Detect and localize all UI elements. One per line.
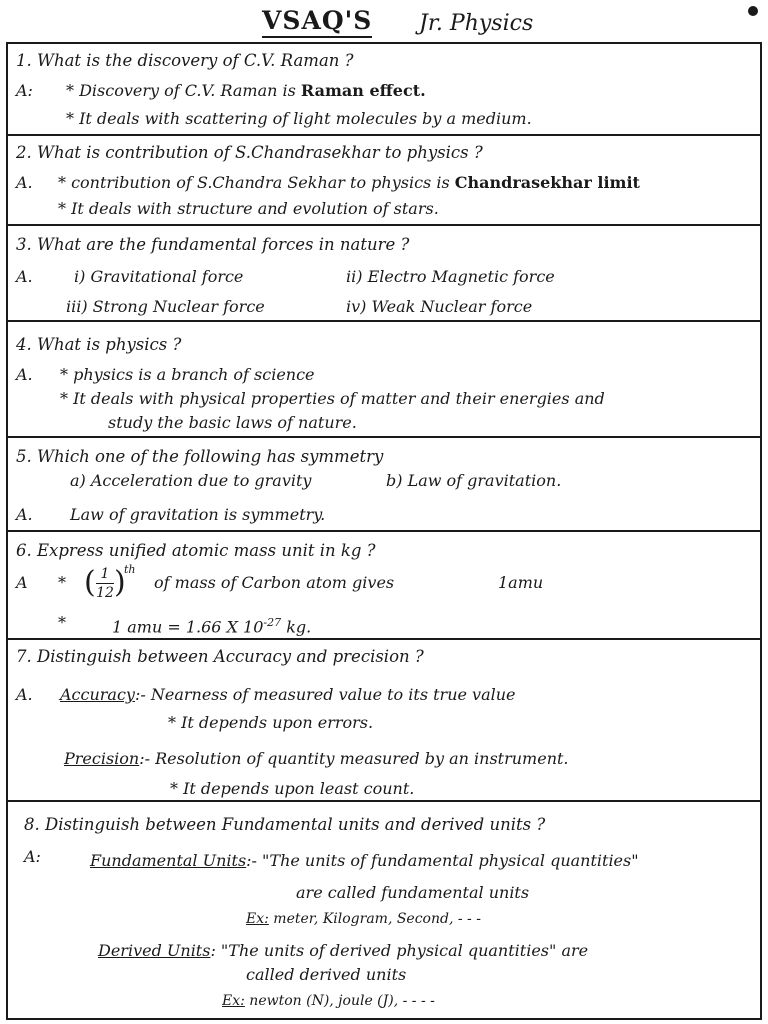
accuracy-definition (60, 684, 516, 706)
notes-page (4, 0, 764, 1024)
question-text: 5. Which one of the following has symmetry (16, 447, 384, 466)
precision-term: Precision (64, 749, 140, 768)
force-item-3: iii) Strong Nuclear force (66, 297, 265, 316)
question-text: 6. Express unified atomic mass unit in kg ? (16, 541, 376, 560)
example-text: meter, Kilogram, Second, - - - (273, 911, 481, 927)
question-block-6 (6, 530, 762, 640)
question-block-4 (6, 320, 762, 438)
example-label: Ex: (222, 993, 245, 1009)
derived-text-line-2: called derived units (246, 965, 407, 984)
fraction-one-twelfth: ( 1 12 ) th (84, 563, 136, 601)
option-b: b) Law of gravitation. (386, 471, 562, 490)
answer-marker: A. (16, 267, 33, 286)
accuracy-note: * It depends upon errors. (168, 713, 374, 732)
answer-unit: 1amu (498, 573, 544, 592)
question-block-2 (6, 134, 762, 226)
question-block-5 (6, 436, 762, 532)
answer-marker: A. (16, 685, 33, 704)
answer-marker: A: (16, 81, 33, 100)
example-text: newton (N), joule (J), - - - - (249, 993, 435, 1009)
question-block-3 (6, 224, 762, 322)
answer-highlight: Raman effect. (300, 81, 426, 100)
page-subtitle: Jr. Physics (419, 11, 534, 36)
accuracy-term: Accuracy (60, 685, 135, 704)
amu-equation (112, 612, 311, 638)
answer-marker: A: (24, 847, 41, 866)
answer-text: * Discovery of C.V. Raman is (66, 81, 296, 100)
fundamental-text-line-2: are called fundamental units (296, 883, 530, 902)
answer-text: of mass of Carbon atom gives (154, 573, 395, 592)
fraction-numerator: 1 (100, 566, 110, 582)
question-text: 1. What is the discovery of C.V. Raman ? (16, 51, 354, 70)
force-item-4: iv) Weak Nuclear force (346, 297, 533, 316)
page-title: VSAQ'S (262, 6, 372, 38)
precision-text: :- Resolution of quantity measured by an instrument. (139, 749, 569, 768)
answer-text: Law of gravitation is symmetry. (70, 505, 326, 524)
answer-line-2: * It deals with scattering of light molecules by a medium. (66, 109, 532, 128)
equation-lhs: 1 amu = 1.66 X 10 (112, 617, 264, 637)
answer-marker: A (16, 573, 28, 592)
answer-line-2: * It deals with physical properties of matter and their energies and (60, 389, 605, 408)
answer-bullet: * (58, 613, 66, 632)
equation-unit: kg. (286, 617, 312, 637)
answer-highlight: Chandrasekhar limit (454, 173, 640, 192)
question-text: 4. What is physics ? (16, 335, 182, 354)
force-item-1: i) Gravitational force (74, 267, 244, 286)
question-block-7 (6, 638, 762, 802)
fundamental-definition (90, 850, 639, 872)
force-item-2: ii) Electro Magnetic force (346, 267, 555, 286)
question-block-1 (6, 42, 762, 136)
derived-text: : "The units of derived physical quantities" are (210, 941, 589, 960)
answer-text: * contribution of S.Chandra Sekhar to physics is (58, 173, 450, 192)
question-text: 2. What is contribution of S.Chandrasekhar to physics ? (16, 143, 483, 162)
fundamental-example (246, 908, 481, 930)
fraction-exponent: th (124, 563, 136, 576)
question-text: 8. Distinguish between Fundamental units and derived units ? (24, 815, 546, 834)
example-label: Ex: (246, 911, 269, 927)
answer-line-2: * It deals with structure and evolution of stars. (58, 199, 439, 218)
answer-marker: A. (16, 505, 33, 524)
accuracy-text: :- Nearness of measured value to its true value (134, 685, 516, 704)
question-block-8 (6, 800, 762, 1020)
question-text: 3. What are the fundamental forces in nature ? (16, 235, 410, 254)
question-text: 7. Distinguish between Accuracy and precision ? (16, 647, 424, 666)
answer-line-1: * physics is a branch of science (60, 365, 315, 384)
fundamental-text: :- "The units of fundamental physical quantities" (246, 851, 639, 870)
answer-line-1 (58, 172, 640, 194)
answer-marker: A. (16, 173, 33, 192)
derived-definition (98, 940, 588, 962)
precision-definition (64, 748, 569, 770)
answer-marker: A. (16, 365, 33, 384)
fraction-denominator: 12 (96, 585, 114, 601)
derived-term: Derived Units (98, 941, 211, 960)
answer-bullet: * (58, 573, 66, 592)
corner-dot-icon (748, 6, 758, 16)
answer-line-3: study the basic laws of nature. (108, 413, 357, 432)
option-a: a) Acceleration due to gravity (70, 471, 312, 490)
fraction-bar (96, 583, 114, 584)
equation-exponent: -27 (263, 616, 282, 629)
derived-example (222, 990, 435, 1012)
fundamental-term: Fundamental Units (90, 851, 247, 870)
answer-line-1 (66, 80, 426, 102)
page-header (4, 0, 764, 44)
precision-note: * It depends upon least count. (170, 779, 415, 798)
